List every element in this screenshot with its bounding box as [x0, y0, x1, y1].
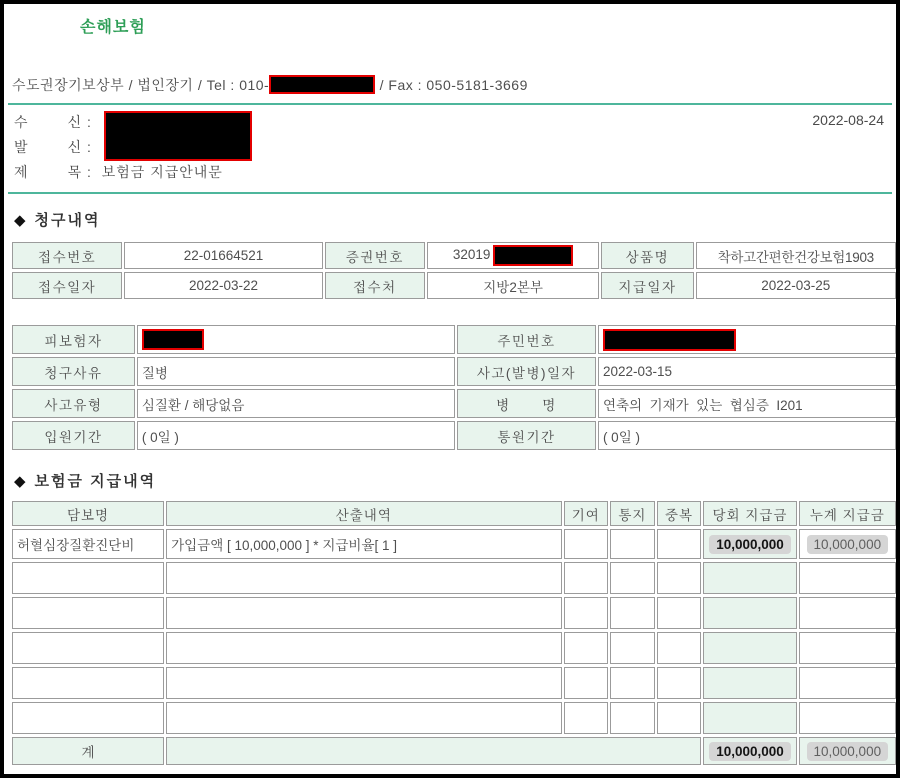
empty-cell [166, 702, 561, 734]
company-logo: 손해보험 [80, 19, 146, 36]
claim-reason-label: 청구사유 [12, 357, 135, 386]
empty-cell [799, 597, 896, 629]
redacted-resident-number [603, 329, 736, 351]
receipt-office-label: 접수처 [325, 272, 425, 299]
table-row [12, 389, 896, 418]
claim-info-table [10, 239, 898, 302]
empty-cell [799, 702, 896, 734]
policy-no-value [427, 242, 599, 269]
total-label: 계 [12, 737, 164, 765]
hospitalization-value: ( 0일 ) [137, 421, 455, 450]
empty-cell [166, 667, 561, 699]
table-row [12, 421, 896, 450]
receipt-date-value: 2022-03-22 [124, 272, 322, 299]
receipt-no-label: 접수번호 [12, 242, 122, 269]
empty-cell [12, 632, 164, 664]
subject-label: 제 목 : [14, 164, 102, 180]
document-date: 2022-08-24 [812, 112, 884, 128]
empty-cell [564, 597, 609, 629]
accident-date-label: 사고(발병)일자 [457, 357, 596, 386]
redacted-policy-number [493, 245, 573, 266]
outpatient-label: 통원기간 [457, 421, 596, 450]
empty-cell [799, 562, 896, 594]
empty-cell [799, 667, 896, 699]
empty-row [12, 667, 896, 699]
divider-rule-top [8, 103, 892, 105]
empty-cell [610, 597, 655, 629]
dept-fax-suffix: / Fax : 050-5181-3669 [375, 77, 528, 93]
empty-cell [657, 667, 702, 699]
insured-name-label: 피보험자 [12, 325, 135, 354]
claim-reason-value: 질병 [137, 357, 455, 386]
coverage-name: 허혈심장질환진단비 [12, 529, 164, 559]
current-payment-amount: 10,000,000 [709, 535, 791, 554]
total-cumulative-payment-amount: 10,000,000 [807, 742, 889, 761]
dept-tel-prefix: 수도권장기보상부 / 법인장기 / Tel : 010- [12, 77, 270, 93]
empty-row [12, 562, 896, 594]
pay-date-value: 2022-03-25 [696, 272, 896, 299]
table-row [12, 272, 896, 299]
empty-cell [166, 597, 561, 629]
col-cumulative-payment: 누계 지급금 [799, 501, 896, 526]
product-value: 착하고간편한건강보험1903 [696, 242, 896, 269]
col-coverage: 담보명 [12, 501, 164, 526]
empty-cell [657, 632, 702, 664]
total-spacer-cell [166, 737, 701, 765]
col-notice: 통지 [610, 501, 655, 526]
empty-cell [564, 632, 609, 664]
resident-no-value [598, 325, 896, 354]
payment-detail-table [10, 498, 898, 768]
duplicate-cell [657, 529, 702, 559]
table-row [12, 325, 896, 354]
receipt-office-value: 지방2본부 [427, 272, 599, 299]
total-cumulative-payment-cell [799, 737, 896, 765]
empty-row [12, 597, 896, 629]
empty-cell [166, 632, 561, 664]
table-header-row [12, 501, 896, 526]
hospitalization-label: 입원기간 [12, 421, 135, 450]
subject-row [14, 160, 886, 185]
recipient-label: 수 신 : [14, 114, 92, 130]
redacted-recipient-sender [104, 111, 252, 161]
empty-cell [703, 632, 796, 664]
diamond-icon: ◆ [14, 212, 26, 229]
empty-cell [564, 667, 609, 699]
claim-section-title-text: 청구내역 [34, 212, 101, 229]
department-contact-line [12, 75, 528, 95]
contribution-cell [564, 529, 609, 559]
accident-type-value: 심질환 / 해당없음 [137, 389, 455, 418]
empty-row [12, 632, 896, 664]
disease-name-label: 병 명 [457, 389, 596, 418]
diamond-icon: ◆ [14, 473, 26, 490]
payment-data-row [12, 529, 896, 559]
cumulative-payment-cell [799, 529, 896, 559]
total-row [12, 737, 896, 765]
cumulative-payment-amount: 10,000,000 [807, 535, 889, 554]
empty-cell [657, 562, 702, 594]
redacted-phone-number [269, 75, 375, 94]
col-duplicate: 중복 [657, 501, 702, 526]
policy-no-visible-digits: 32019 [452, 247, 491, 263]
empty-cell [12, 562, 164, 594]
divider-rule-mid [8, 192, 892, 194]
receipt-date-label: 접수일자 [12, 272, 122, 299]
sender-label: 발 신 : [14, 139, 92, 155]
empty-cell [12, 597, 164, 629]
payment-section-title [14, 470, 156, 491]
empty-cell [12, 667, 164, 699]
accident-type-label: 사고유형 [12, 389, 135, 418]
empty-cell [564, 562, 609, 594]
table-row [12, 357, 896, 386]
subject-value: 보험금 지급안내문 [101, 164, 223, 180]
outpatient-value: ( 0일 ) [598, 421, 896, 450]
empty-cell [610, 702, 655, 734]
col-calculation: 산출내역 [166, 501, 561, 526]
disease-name-value: 연축의 기재가 있는 협심증 I201 [598, 389, 896, 418]
empty-cell [166, 562, 561, 594]
calculation-detail: 가입금액 [ 10,000,000 ] * 지급비율[ 1 ] [166, 529, 561, 559]
empty-cell [799, 632, 896, 664]
empty-cell [610, 667, 655, 699]
resident-no-label: 주민번호 [457, 325, 596, 354]
insured-info-table [10, 322, 898, 453]
empty-cell [564, 702, 609, 734]
empty-cell [610, 562, 655, 594]
col-contribution: 기여 [564, 501, 609, 526]
empty-cell [12, 702, 164, 734]
empty-cell [703, 597, 796, 629]
empty-row [12, 702, 896, 734]
notice-cell [610, 529, 655, 559]
empty-cell [703, 702, 796, 734]
receipt-no-value: 22-01664521 [124, 242, 322, 269]
policy-no-label: 증권번호 [325, 242, 425, 269]
empty-cell [657, 702, 702, 734]
empty-cell [703, 562, 796, 594]
col-current-payment: 당회 지급금 [703, 501, 796, 526]
product-label: 상품명 [601, 242, 693, 269]
claim-section-title [14, 209, 101, 230]
pay-date-label: 지급일자 [601, 272, 693, 299]
total-current-payment-cell [703, 737, 796, 765]
payment-section-title-text: 보험금 지급내역 [34, 473, 157, 490]
table-row [12, 242, 896, 269]
redacted-insured-name [142, 329, 204, 350]
current-payment-cell [703, 529, 796, 559]
empty-cell [703, 667, 796, 699]
insured-name-value [137, 325, 455, 354]
total-current-payment-amount: 10,000,000 [709, 742, 791, 761]
accident-date-value: 2022-03-15 [598, 357, 896, 386]
empty-cell [610, 632, 655, 664]
empty-cell [657, 597, 702, 629]
